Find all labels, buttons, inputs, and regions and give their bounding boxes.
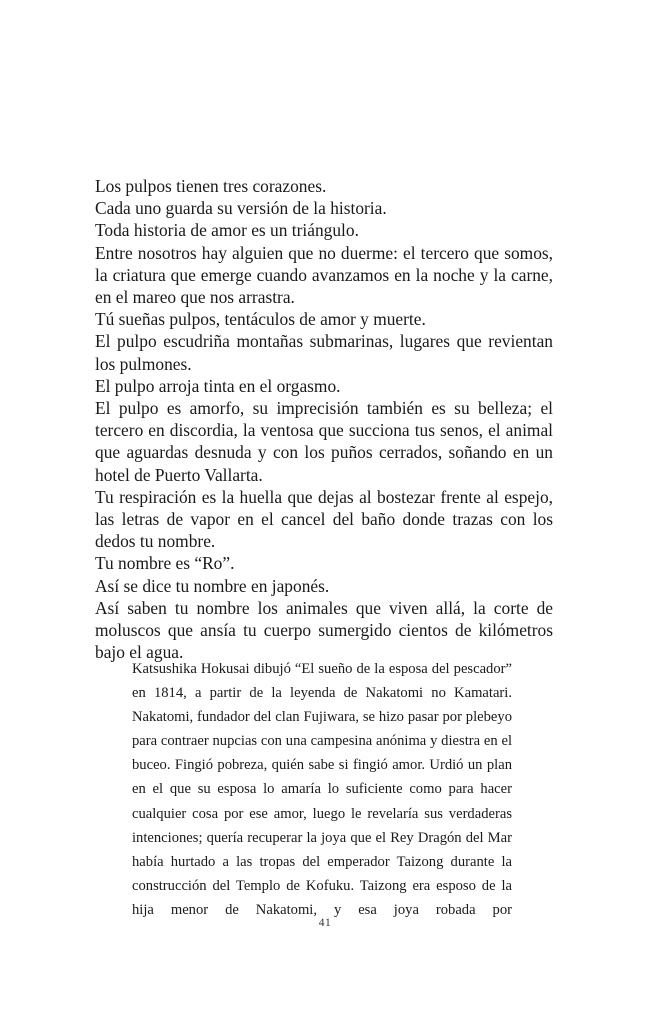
poem-line: Cada uno guarda su versión de la historia. — [95, 198, 387, 219]
poem-line: Así saben tu nombre los animales que viven allá, la corte de moluscos que ansía tu cuerpo sumergido cientos de kilómetros bajo el agua. — [95, 597, 553, 663]
poem-line: Tu respiración es la huella que dejas al bostezar frente al espejo, las letras de vapor en el cancel del baño donde trazas con los dedos tu nombre. — [95, 486, 553, 552]
poem-line: El pulpo arroja tinta en el orgasmo. — [95, 375, 341, 396]
poem-line: Así se dice tu nombre en japonés. — [95, 575, 330, 596]
poem-line: Tu nombre es “Ro”. — [95, 553, 235, 574]
prose-block — [132, 657, 512, 922]
prose-paragraph: Katsushika Hokusai dibujó “El sueño de la esposa del pescador” en 1814, a partir de la leyenda de Nakatomi no Kamatari. Nakatomi, fundador del clan Fujiwara, se hizo pasar por plebeyo para contraer nupcias con una campesina anónima y diestra en el buceo. Fingió pobreza, quién sabe si fingió amor. Urdió un plan en el que su esposa lo amaría lo suficiente como para hacer cualquier cosa por ese amor, luego le revelaría sus verdaderas intenciones; quería recuperar la joya que el Rey Dragón del Mar había hurtado a las tropas del emperador Taizong durante la construcción del Templo de Kofuku. Taizong era esposo de la hija menor de Nakatomi, y esa joya robada por — [132, 661, 512, 918]
poem-block — [95, 175, 553, 663]
poem-line: El pulpo escudriña montañas submarinas, lugares que revientan los pulmones. — [95, 331, 553, 374]
poem-line: Toda historia de amor es un triángulo. — [95, 220, 359, 241]
poem-line: Los pulpos tienen tres corazones. — [95, 176, 327, 196]
poem-line: Entre nosotros hay alguien que no duerme: el tercero que somos, la criatura que emerge cuando avanzamos en la noche y la carne, en el mareo que nos arrastra. — [95, 242, 553, 308]
poem-line: El pulpo es amorfo, su imprecisión también es su belleza; el tercero en discordia, la ventosa que succiona tus senos, el animal que aguardas desnuda y con los puños cerrados, soñando en un hotel de Puerto Vallarta. — [95, 398, 553, 485]
page-number: 41 — [318, 917, 332, 929]
poem-line: Tú sueñas pulpos, tentáculos de amor y muerte. — [95, 309, 426, 330]
